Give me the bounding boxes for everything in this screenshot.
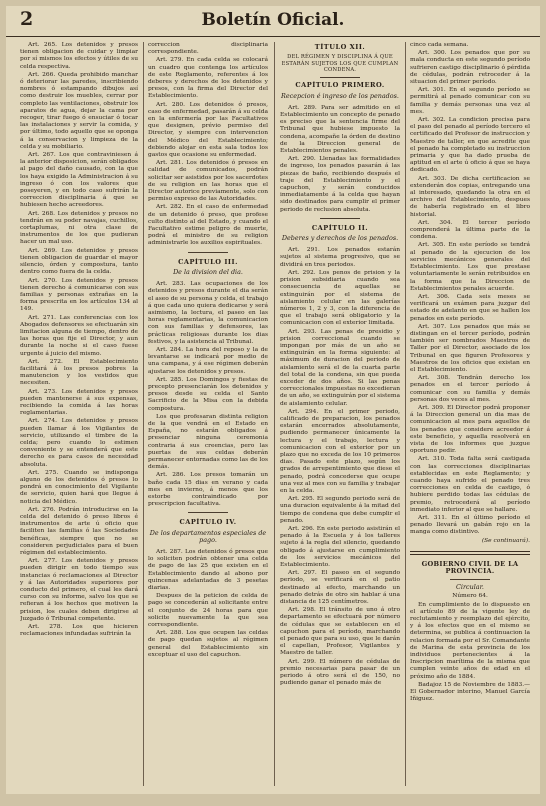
article-paragraph: Art. 311. En el último período el penado llevará un gabán rojo en la manga como distintivo. (410, 515, 530, 536)
divider (450, 579, 490, 580)
signature-paragraph: Badajoz 15 de Noviembre de 1883.— El Gobernador interino, Manuel García Iñiguez. (410, 681, 530, 703)
article-paragraph: Art. 291. Los penados estarán sujetos al sistema progresivo, que se dividirá en tres periodos. (280, 247, 400, 268)
article-paragraph: Art. 289. Para ser admitido en el Establecimiento un concepto de penado es preciso que la sentencia firme del Tribunal que hubiese impuesto la condena, acompañe la órden de destino de la Direccion general de Establecimientos penales. (280, 104, 400, 155)
article-paragraph: Art. 290. Llenadas las formalidades de ingreso, los penados pasarán á las piezas de baño, recibiendo después el traje del Establecimiento y el capuchon, y serán conducidos inmediatamente á la celda que hayan sido destinados para cumplir el primer periodo de reclusion absoluta. (280, 156, 400, 213)
column-3 (280, 42, 400, 786)
article-paragraph: Art. 298. El tránsito de uno á otro departamento se efectuará por número de cédulas que se establecen en el capuchon para el período, marchando el penado que para su uso, que le darán el capellan, Profesor, Vigilantes y Maestro de taller. (280, 607, 400, 657)
page-number: 2 (20, 8, 34, 30)
article-paragraph: Despues de la peticion de celda de pago se concederán al solicitante entre el conjunto de 24 horas para que solicite nuevamente la que sea correspondiente. (148, 593, 268, 629)
article-paragraph: Art. 285. Los Domingos y fiestas de precepto presenciarán los detenidos y presos desde su celda el Santo Sacrificio de la Misa con la debida compostura. (148, 376, 268, 412)
article-paragraph: Art. 272. El Establecimiento facilitará á los presos pobres la manutencion y los vestidos que necesiten. (20, 358, 138, 387)
article-paragraph: Art. 306. Cada seis meses se verificará un exámen para juzgar del estado de adelanto en que se hallen los penados en este período. (410, 293, 530, 322)
continued-note: (Se continuará). (481, 537, 530, 544)
article-paragraph: Art. 281. Los detenidos ó presos en calidad de comunicados, podrán solicitar ser asistidos por los sacerdotes de su religion en las horas que el Director autorice previamente, solo con permiso expreso de las Autoridades. (148, 160, 268, 203)
article-paragraph: Art. 276. Podrán introducirse en la celda del detenido ó preso libros é instrumentos de arte ú oficio que faciliten las familias ó las Sociedades benéficas, siempre que no se consideren perjudiciales para el buen régimen del establecimiento. (20, 506, 138, 557)
chapter-heading: CAPÍTULO IV. (179, 518, 237, 527)
article-paragraph: Art. 266. Queda prohibido manchar ó deteriorar las paredes, inscribiendo nombres ó estampando dibujos así como destruir los muebles, cerrar por completo las ventilaciones, obstruir los aparatos de agua, dejar la cama por recoger, tirar fuego ó ensuciar ó tocar las instalaciones y servir la comida, y por último, todo aquello que se oponga á la conservacion y limpieza de la celda y su mobiliario. (20, 71, 138, 150)
article-paragraph: Los que profesaran distinta religion de la que vendrá en el Estado en España, no estarán obligados á presenciar ninguna ceremonia contraria á sus creencias, pero las puertas de sus celdas deberán permanecer entornadas como las de los demás. (148, 413, 268, 471)
chapter-subtitle: Recepcion é ingreso de los penados. (281, 91, 399, 100)
chapter-subtitle: De la division del dia. (173, 267, 243, 276)
column-2 (148, 42, 268, 786)
article-paragraph: Art. 300. Los penados que por su mala conducta en este segundo período sufrieren castigo disciplinario ó pérdida de cédulas, podrán retroceder á la situacion del primer período. (410, 50, 530, 86)
article-paragraph: Art. 304. El tercer período comprenderá la última parte de la condena. (410, 219, 530, 241)
article-paragraph: Art. 307. Los penados que más se distingan en el tercer período, podrán también ser nombrados Maestros de Taller por el Director, asociado de los Tribunal en que figuren Profesores y Maestros de los oficios que existan en el Establecimiento. (410, 323, 530, 373)
circular-number: Número 64. (452, 593, 488, 600)
section-double-rule (410, 551, 530, 555)
article-paragraph: Art. 278. Los que hicieren reclamaciones infundadas sufrirán la (20, 624, 138, 638)
article-paragraph: Art. 265. Los detenidos y presos tienen obligacion de cuidar y limpiar por sí mismos los efectos y útiles de su celda respectiva. (20, 42, 138, 70)
article-paragraph: En cumplimiento de lo dispuesto en el artículo 89 de la vigente ley de reclutamiento y reemplazo del ejército, y á los efectos que en el mismo se determina, se publica á continuacion la relacion formada por el Sr. Comandante de Marina de esta provincia de los individuos pertenecientes á la Inscripcion marítima de la misma que cumplen veinte años de edad en el próximo año de 1884. (410, 601, 530, 680)
title-heading: TÍTULO XII. (314, 43, 366, 51)
article-paragraph: Art. 283. Las ocupaciones de los detenidos y presos durante el dia serán el aseo de su persona y celda, el trabajo á que cada uno quiera dedicarse y será asimismo, la lectura, el paseo en las horas reglamentarias, la comunicacion con sus familias y defensores, las prácticas religiosas durante los dias festivos, y la asistencia al Tribunal. (148, 281, 268, 345)
article-paragraph: cinco cada semana. (410, 42, 469, 48)
article-paragraph: Art. 268. Los detenidos y presos no tendrán en su poder navajas, cuchillos, cortaplumas, ni otra clase de instrumentos de los que pudieran hacer un mal uso. (20, 210, 138, 246)
article-paragraph: Art. 302. La condicion precisa para el paso del penado al período tercero el certificado del Profesor de instruccion y Maestro de taller, en que acredite que el penado ha completado su instruccion primaria y que ha dado prueba de aptitud en el arte ú oficio á que se haya dedicado. (410, 117, 530, 174)
article-paragraph: Art. 286. Los presos tomarán un baño cada 15 dias en verano y cada mes en invierno, á menos que los estorbe contraindicado por prescripcion facultativa. (148, 472, 268, 508)
newspaper-page (6, 6, 540, 794)
article-paragraph: Art. 301. En el segundo período se permitirá al penado comunicar con su familia y demás personas una vez al mes. (410, 87, 530, 115)
chapter-heading: CAPÍTULO II. (311, 223, 369, 232)
chapter-subtitle: De los departamentos especiales de pago. (149, 528, 267, 544)
divider (320, 218, 360, 219)
newspaper-title: Boletín Oficial. (201, 10, 345, 30)
title-subtitle: DEL RÉGIMEN Y DISCIPLINA Á QUE ESTARÁN SUJETOS LOS QUE CUMPLAN CONDENA. (281, 54, 399, 74)
divider (188, 252, 228, 253)
section-heading: GOBIERNO CIVIL DE LA PROVINCIA. (421, 559, 519, 576)
article-paragraph: Art. 269. Los detenidos y presos tienen obligacion de guardar el mayor silencio, órden y compostura, tanto dentro como fuera de la celda. (20, 247, 138, 276)
column-rule (405, 42, 406, 786)
article-paragraph: Art. 299. El número de cédulas de premio necesarias para pasar de un periodo á otro será el de 150, no pudiendo ganar el penado más de (280, 658, 400, 687)
section-subtitle: Circular. (456, 583, 484, 592)
article-paragraph: Art. 280. Los detenidos ó presos, caso de enfermedad, pasarán á su celda en la enfermería por las Facultativos que designen, prévio permiso del Director, y siempre con intervencion del Médico del Establecimiento; debiendo alojar en esta sala todos los gastos que ocasione su enfermedad. (148, 101, 268, 159)
column-rule (143, 42, 144, 786)
column-1 (20, 42, 138, 786)
article-paragraph: Art. 273. Los detenidos y presos pueden mantenerse á sus expensas, recibiendo la comida á las horas reglamentarias. (20, 388, 138, 417)
divider (320, 77, 360, 78)
article-paragraph: correccion disciplinaria correspondiente. (148, 42, 268, 56)
article-paragraph: Art. 296. En este periodo asistirán el penado á la Escuela y á los talleres sujeto á la regla del silencio, quedando obligado á ajustarse en cumplimiento de los servicios mecánicos del Establecimiento. (280, 526, 400, 569)
article-paragraph: Art. 274. Los detenidos y presos pueden llamar á los Vigilantes de servicio, utilizando el timbre de la celda; pero cuando lo estimen conveniente y se entenderá que este derecho es para casos de necesidad absoluta. (20, 418, 138, 468)
article-paragraph: Art. 297. El paseo en el segundo periodo, se verificará en el patio destinado al efecto, marchando un penado detrás de otro sin hablar á una distancia de 125 centímetros. (280, 570, 400, 606)
article-paragraph: Art. 303. De dicha certificacion se extenderán dos copias, entregando una al interesado, quedando la otra en el archivo del Establecimiento, despues de haberla registrado en el libro historial. (410, 175, 530, 218)
article-paragraph: Art. 294. En el primer periodo, calificado de preparacion, los penados estarán encerrados absolutamente, pudiendo permanecer únicamente la lectura y el trabajo, lectura y comunicacion con el exterior por un plazo que no exceda de los 10 primeros dias. Pasado este plazo, según los grados de arrepentimiento que diese el penado, podrá concederse que ocupe una vez al mes con su familia y trabajar en la celda. (280, 408, 400, 494)
article-paragraph: Art. 308. Tendrán derecho los penados en el tercer período á comunicar con su familia y demás personas dos veces al mes. (410, 375, 530, 403)
article-paragraph: Art. 267. Los que contraviniesen á la anterior disposicion, serán obligados al pago del daño causado, con la que los haya exigido la Administracion á su ingreso ó con los valores que poseyeren, y en todo caso sufrirán la correccion disciplinaria á que se hubiesen hecho acreedores. (20, 152, 138, 209)
article-paragraph: Art. 271. Las conferencias con los Abogados defensores se efectuarán sin limitacion alguna de tiempo, dentro de las horas que fije el Director, y aun durante la noche si el caso fuese urgente á juicio del mismo. (20, 314, 138, 357)
article-paragraph: Art. 309. El Director podrá proponer á la Direccion general un dia mas de comunicacion al mes para aquellos de los penados que considere acreedor á este beneficio, y aquella resolverá en vista de los informes que juzgue oportuno pedir. (410, 404, 530, 455)
chapter-heading: CAPÍTULO PRIMERO. (295, 81, 385, 90)
article-paragraph: Art. 305. En este período se tendrá al penado de la ejecucion de los servicios mecánicos generales del Establecimiento. Los que prestase voluntariamente le serán retribuidos en la forma que la Direccion de Establecimientos penales acuerde. (410, 242, 530, 292)
article-paragraph: Art. 287. Los detenidos ó presos que lo soliciten podrán obtener una celda de pago de las 25 que existen en el Establecimiento dando al abono por quincenas adelantadas de 3 pesetas diarias. (148, 549, 268, 592)
article-paragraph: Art. 270. Los detenidos y presos tienen derecho á comunicarse con sus familias y personas extrañas en la forma prescrita en los artículos 134 al 149. (20, 277, 138, 313)
divider (188, 512, 228, 513)
chapter-heading: CAPÍTULO III. (178, 257, 238, 266)
article-paragraph: Art. 295. El segundo periodo será de una duracion equivalente á la mitad del tiempo de condena que debe cumplir el penado. (280, 496, 400, 524)
column-rule (274, 42, 275, 786)
article-paragraph: Art. 288. Los que ocupen las celdas de pago quedan sujetos al régimen general del Establecimiento sin exceptuar el uso del capuchon. (148, 630, 268, 658)
article-paragraph: Art. 310. Toda falta será castigada con las correcciones disciplinarias establecidas en este Reglamento; y cuando haya sufrido el penado tres correcciones en celda de castigo, ó hubiere perdido todas las cédulas de premio, retrocederá al período inmediato inferior al que se hallare. (410, 456, 530, 513)
article-paragraph: Art. 275. Cuando se indisponga alguno de los detenidos ó presos lo pondrá en conocimiento del Vigilante de servicio, quien hará que llegue á noticia del Médico. (20, 469, 138, 505)
column-4 (410, 42, 530, 786)
article-paragraph: Art. 282. En el caso de enfermedad de un detenido ó preso, que profese culto distinto al del Estado, y cuando el Facultativo estime peligro de muerte, podrá el ministro de su religion administrarle los auxilios espirituales. (148, 204, 268, 247)
article-paragraph: Art. 277. Los detenidos y presos pueden dirigir en todo tiempo sus instancias ó reclamaciones al Director y á las Autoridades superiores por conducto del primero, el cual les dará curso con su informe, salvo los que se refieran á los hechos que motiven la prision, los cuales deben dirigirse al Juzgado ó Tribunal competente. (20, 558, 138, 622)
article-paragraph: Art. 292. Los penos de prision y la prision subsidiaria cuando sea consecuencia de aquellas se extinguirán por el sistema de aislamiento celular en las galerías números 1, 2 y 3, con la diferencia de que el trabajo será obligatorio y la comunicacion con el exterior limitada. (280, 269, 400, 327)
chapter-subtitle: Deberes y derechos de los penados. (281, 234, 399, 243)
article-paragraph: Art. 293. Las penas de presidio y prision correccional cuando se impongan por más de un año se extinguirán en la forma siguiente: al máximum de duracion del periodo de aislamiento será el de la cuarta parte del total de la condena, sin que pueda exceder de dos años. Si las penas correccionales impuestas no excedieran de un año, se extinguirán por el sistema de aislamiento celular. (280, 328, 400, 407)
article-paragraph: Art. 284. La hora del reposo y la de levantarse se indicará por medio de una campana, y á ese régimen deberán ajustarse los detenidos y presos. (148, 346, 268, 375)
masthead (6, 6, 540, 37)
article-paragraph: Art. 279. En cada celda se colocará un cuadro que contenga los artículos de este Reglamento, referentes á los deberes y derechos de los detenidos y presos, con la firma del Director del Establecimiento. (148, 57, 268, 100)
